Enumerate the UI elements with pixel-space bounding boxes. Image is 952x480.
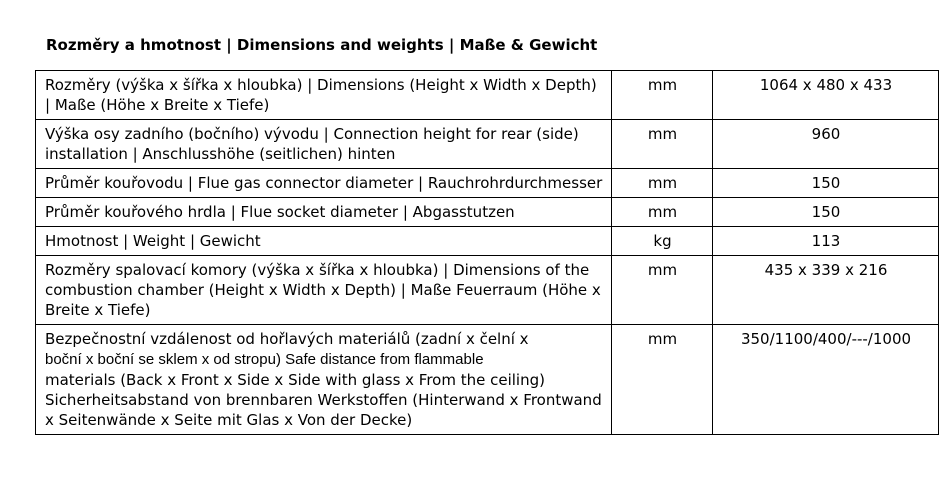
specifications-table <box>35 70 939 435</box>
row-description-part: boční x boční se sklem x od stropu) Safe distance from flammable <box>45 351 484 368</box>
row-description: Hmotnost | Weight | Gewicht <box>36 227 612 256</box>
table-row <box>36 198 939 227</box>
row-value: 960 <box>713 120 939 169</box>
row-description-part: materials (Back x Front x Side x Side with glass x From the ceiling) Sicherheitsabstand von brennbaren Werkstoffen (Hinterwand x Frontwand x Seitenwände x Seite mit Glas x Von der Decke) <box>45 371 602 429</box>
row-description: Průměr kouřového hrdla | Flue socket diameter | Abgasstutzen <box>36 198 612 227</box>
row-unit: mm <box>612 198 713 227</box>
table-row <box>36 169 939 198</box>
table-row <box>36 227 939 256</box>
row-unit: mm <box>612 71 713 120</box>
table-row <box>36 120 939 169</box>
page-title: Rozměry a hmotnost | Dimensions and weights | Maße & Gewicht <box>46 36 598 54</box>
row-value: 1064 x 480 x 433 <box>713 71 939 120</box>
row-value: 150 <box>713 169 939 198</box>
row-value: 150 <box>713 198 939 227</box>
table-row <box>36 256 939 325</box>
row-unit: mm <box>612 256 713 325</box>
row-description: Výška osy zadního (bočního) vývodu | Connection height for rear (side) installation | Anschlusshöhe (seitlichen) hinten <box>36 120 612 169</box>
row-description: Rozměry (výška x šířka x hloubka) | Dimensions (Height x Width x Depth) | Maße (Höhe x Breite x Tiefe) <box>36 71 612 120</box>
row-unit: mm <box>612 325 713 435</box>
table-row <box>36 325 939 435</box>
row-unit: mm <box>612 120 713 169</box>
row-value: 435 x 339 x 216 <box>713 256 939 325</box>
row-description: Rozměry spalovací komory (výška x šířka x hloubka) | Dimensions of the combustion chamber (Height x Width x Depth) | Maße Feuerraum (Höhe x Breite x Tiefe) <box>36 256 612 325</box>
row-unit: kg <box>612 227 713 256</box>
row-description <box>36 325 612 435</box>
row-value: 113 <box>713 227 939 256</box>
row-description: Průměr kouřovodu | Flue gas connector diameter | Rauchrohrdurchmesser <box>36 169 612 198</box>
row-value: 350/1100/400/---/1000 <box>713 325 939 435</box>
row-unit: mm <box>612 169 713 198</box>
table-row <box>36 71 939 120</box>
row-description-part: Bezpečnostní vzdálenost od hořlavých materiálů (zadní x čelní x <box>45 330 529 348</box>
